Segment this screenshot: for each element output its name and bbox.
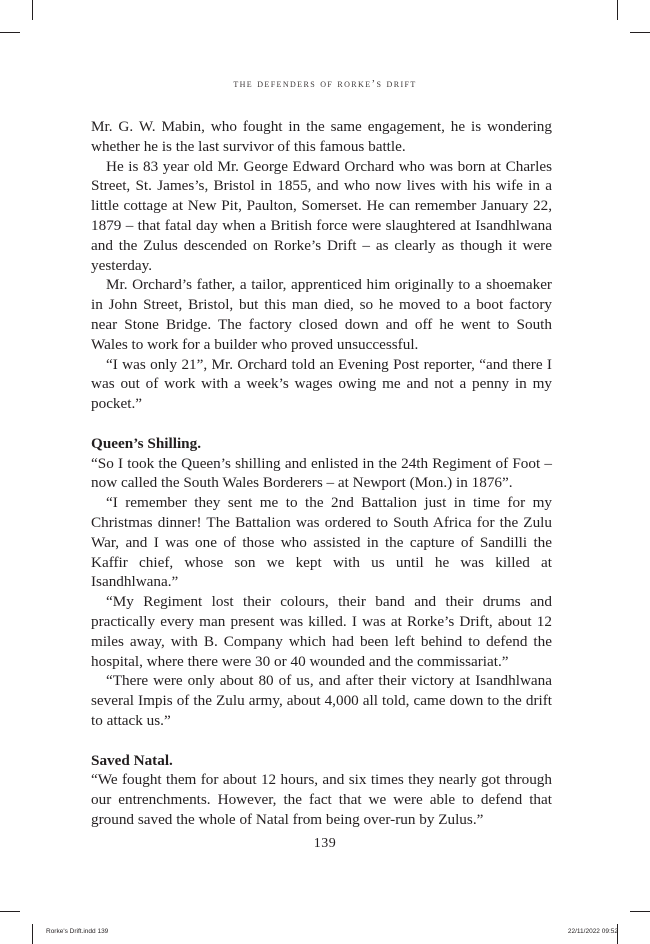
- crop-mark: [630, 911, 650, 912]
- section-gap: [91, 731, 552, 751]
- paragraph: “There were only about 80 of us, and after their victory at Isandhlwana several Impis of the Zulu army, about 4,000 all told, came down to the drift to attack us.”: [91, 672, 552, 729]
- paragraph: Mr. Orchard’s father, a tailor, apprenticed him originally to a shoemaker in John Street, Bristol, but this man died, so he moved to a boot factory near Stone Bridge. The factory closed down and off he went to South Wales to work for a builder who proved unsuccessful.: [91, 276, 552, 353]
- paragraph: He is 83 year old Mr. George Edward Orchard who was born at Charles Street, St. James’s, Bristol in 1855, and who now lives with his wife in a little cottage at New Pit, Paulton, Somerset. He can remember January 22, 1879 – that fatal day when a British force were slaughtered at Isandhlwana and the Zulus descended on Rorke’s Drift – as clearly as though it were yesterday.: [91, 157, 552, 274]
- crop-mark: [32, 924, 33, 944]
- paragraph: Mr. G. W. Mabin, who fought in the same engagement, he is wondering whether he is the last survivor of this famous battle.: [91, 118, 552, 155]
- running-head: the defenders of rorke’s drift: [233, 78, 417, 90]
- body-text: [91, 117, 552, 830]
- section-heading: Queen’s Shilling.: [91, 434, 201, 452]
- slug-datetime: 22/11/2022 09:52: [567, 928, 618, 935]
- crop-mark: [0, 32, 20, 33]
- crop-mark: [32, 0, 33, 20]
- crop-mark: [0, 911, 20, 912]
- paragraph: “We fought them for about 12 hours, and six times they nearly got through our entrenchments. However, the fact that we were able to defend that ground saved the whole of Natal from being over-run by Zulus.”: [91, 771, 552, 828]
- page-number: 139: [313, 836, 337, 851]
- paragraph: “I remember they sent me to the 2nd Battalion just in time for my Christmas dinner! The Battalion was ordered to South Africa for the Zulu War, and I was one of those who assisted in the capture of Sandilli the Kaffir chief, whose son we kept with us until he was killed at Isandhlwana.”: [91, 494, 552, 591]
- paragraph: “I was only 21”, Mr. Orchard told an Evening Post reporter, “and there I was out of work with a week’s wages owing me and not a penny in my pocket.”: [91, 355, 552, 413]
- paragraph: “So I took the Queen’s shilling and enlisted in the 24th Regiment of Foot – now called the South Wales Borderers – at Newport (Mon.) in 1876”.: [91, 454, 552, 492]
- paragraph: “My Regiment lost their colours, their band and their drums and practically every man present was killed. I was at Rorke’s Drift, about 12 miles away, with B. Company which had been left behind to defend the hospital, where there were 30 or 40 wounded and the commissariat.”: [91, 593, 552, 670]
- slug-file: Rorke's Drift.indd 139: [46, 928, 109, 935]
- section-gap: [91, 414, 552, 434]
- crop-mark: [630, 32, 650, 33]
- crop-mark: [617, 0, 618, 20]
- section-heading: Saved Natal.: [91, 751, 173, 769]
